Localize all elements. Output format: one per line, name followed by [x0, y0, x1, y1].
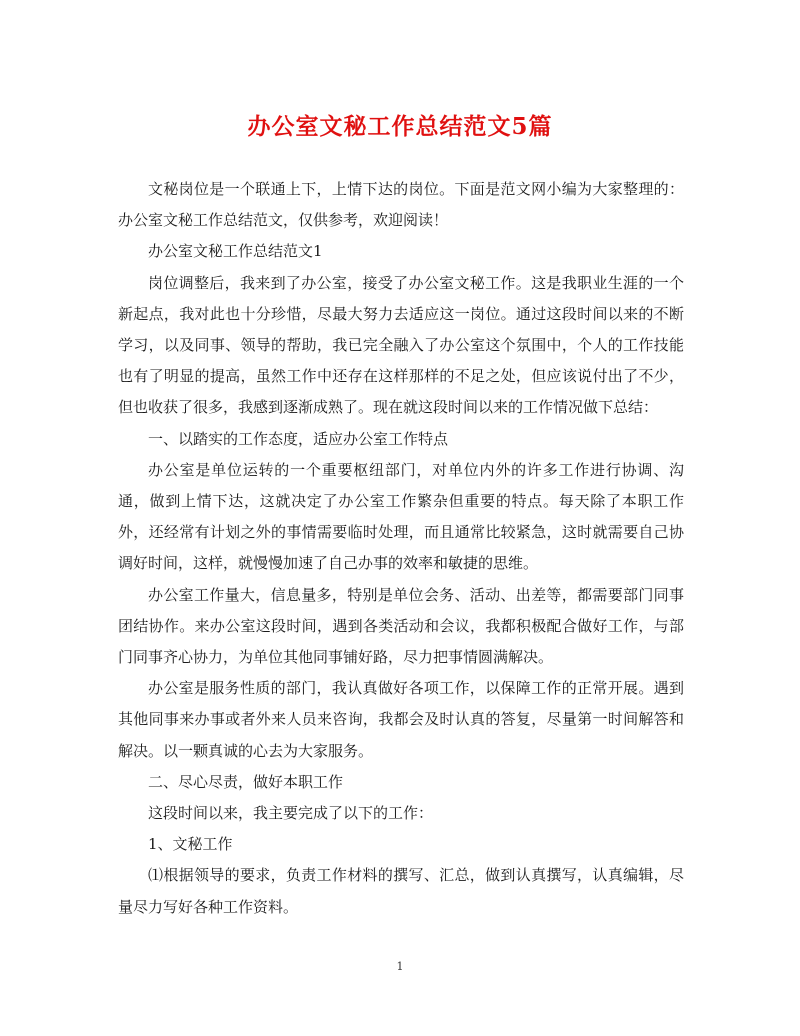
- paragraph: 这段时间以来，我主要完成了以下的工作：: [148, 804, 434, 823]
- paragraph-intro: 文秘岗位是一个联通上下，上情下达的岗位。下面是范文网小编为大家整理的：办公室文秘工作总结范文，仅供参考，欢迎阅读！: [118, 180, 684, 230]
- paragraph: 办公室是单位运转的一个重要枢纽部门，对单位内外的许多工作进行协调、沟通，做到上情下达，这就决定了办公室工作繁杂但重要的特点。每天除了本职工作外，还经常有计划之外的事情需要临时处理，而且通常比较紧急，这时就需要自己协调好时间，这样，就慢慢加速了自己办事的效率和敏捷的思维。: [118, 460, 684, 573]
- paragraph: ⑴根据领导的要求，负责工作材料的撰写、汇总，做到认真撰写，认真编辑，尽量尽力写好各种工作资料。: [118, 866, 684, 916]
- page-number: 1: [396, 960, 404, 973]
- paragraph: 岗位调整后，我来到了办公室，接受了办公室文秘工作。这是我职业生涯的一个新起点，我对此也十分珍惜，尽最大努力去适应这一岗位。通过这段时间以来的不断学习，以及同事、领导的帮助，我已完全融入了办公室这个氛围中，个人的工作技能也有了明显的提高，虽然工作中还存在这样那样的不足之处，但应该说付出了不少，但也收获了很多，我感到逐渐成熟了。现在就这段时间以来的工作情况做下总结：: [118, 273, 684, 417]
- paragraph-section-heading-1: 一、以踏实的工作态度，适应办公室工作特点: [148, 429, 449, 448]
- paragraph-section-heading-2: 二、尽心尽责，做好本职工作: [148, 772, 344, 791]
- document-title: 办公室文秘工作总结范文5篇: [247, 113, 553, 140]
- document-body: [118, 174, 684, 923]
- paragraph: 办公室工作量大，信息量多，特别是单位会务、活动、出差等，都需要部门同事团结协作。来办公室这段时间，遇到各类活动和会议，我都积极配合做好工作，与部门同事齐心协力，为单位其他同事铺好路，尽力把事情圆满解决。: [118, 585, 684, 667]
- paragraph-item-heading: 1、文秘工作: [148, 835, 233, 854]
- paragraph-subheading-1: 办公室文秘工作总结范文1: [148, 242, 323, 261]
- paragraph: 办公室是服务性质的部门，我认真做好各项工作，以保障工作的正常开展。遇到其他同事来办事或者外来人员来咨询，我都会及时认真的答复，尽量第一时间解答和解决。以一颗真诚的心去为大家服务。: [118, 679, 684, 760]
